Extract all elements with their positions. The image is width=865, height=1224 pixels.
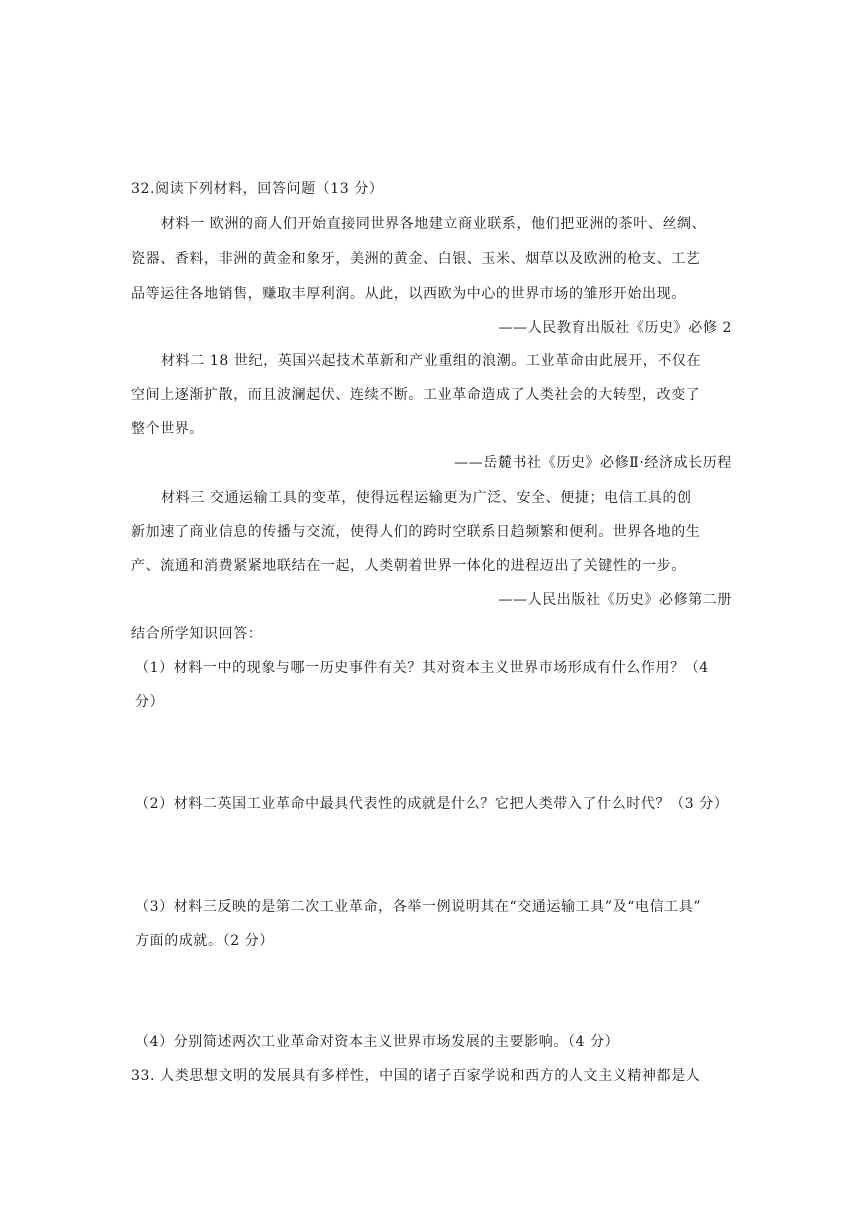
material-3-line-1: 材料三 交通运输工具的变革，使得远程运输更为广泛、安全、便捷；电信工具的创	[161, 490, 692, 506]
material-2-line-2: 空间上逐渐扩散，而且波澜起伏、连续不断。工业革命造成了人类社会的大转型，改变了	[131, 387, 701, 403]
material-3-line-3: 产、流通和消费紧紧地联结在一起，人类朝着世界一体化的进程迈出了关键性的一步。	[131, 558, 686, 574]
question-33-line-1: 33. 人类思想文明的发展具有多样性，中国的诸子百家学说和西方的人文主义精神都是人	[131, 1068, 701, 1084]
question-32-heading: 32.阅读下列材料，回答问题（13 分）	[131, 181, 384, 197]
material-2-line-1: 材料二 18 世纪，英国兴起技术革新和产业重组的浪潮。工业革命由此展开，不仅在	[161, 353, 702, 369]
material-2-source: ——岳麓书社《历史》必修Ⅱ·经济成长历程	[454, 455, 732, 471]
sub-question-3-line-1: （3）材料三反映的是第二次工业革命，各举一例说明其在“交通运输工具”及“电信工具”	[135, 899, 702, 915]
sub-question-4: （4）分别简述两次工业革命对资本主义世界市场发展的主要影响。（4 分）	[135, 1034, 620, 1050]
material-1-line-2: 瓷器、香料，非洲的黄金和象牙，美洲的黄金、白银、玉米、烟草以及欧洲的枪支、工艺	[131, 251, 701, 267]
material-3-line-2: 新加速了商业信息的传播与交流，使得人们的跨时空联系日趋频繁和便利。世界各地的生	[131, 524, 701, 540]
sub-question-2: （2）材料二英国工业革命中最具代表性的成就是什么？它把人类带入了什么时代？（3 分）	[135, 796, 729, 812]
material-2-line-3: 整个世界。	[131, 421, 204, 437]
sub-question-3-line-2: 方面的成就。（2 分）	[135, 933, 274, 949]
sub-question-1-line-2: 分）	[135, 694, 165, 710]
material-1-line-1: 材料一 欧洲的商人们开始直接同世界各地建立商业联系，他们把亚洲的茶叶、丝绸、	[161, 216, 707, 232]
answer-prompt: 结合所学知识回答：	[131, 626, 263, 642]
sub-question-1-line-1: （1）材料一中的现象与哪一历史事件有关？其对资本主义世界市场形成有什么作用？（4	[135, 660, 709, 676]
material-1-source: ——人民教育出版社《历史》必修 2	[498, 320, 732, 336]
material-1-line-3: 品等运往各地销售，赚取丰厚利润。从此，以西欧为中心的世界市场的雏形开始出现。	[131, 286, 686, 302]
material-3-source: ——人民出版社《历史》必修第二册	[498, 592, 732, 608]
